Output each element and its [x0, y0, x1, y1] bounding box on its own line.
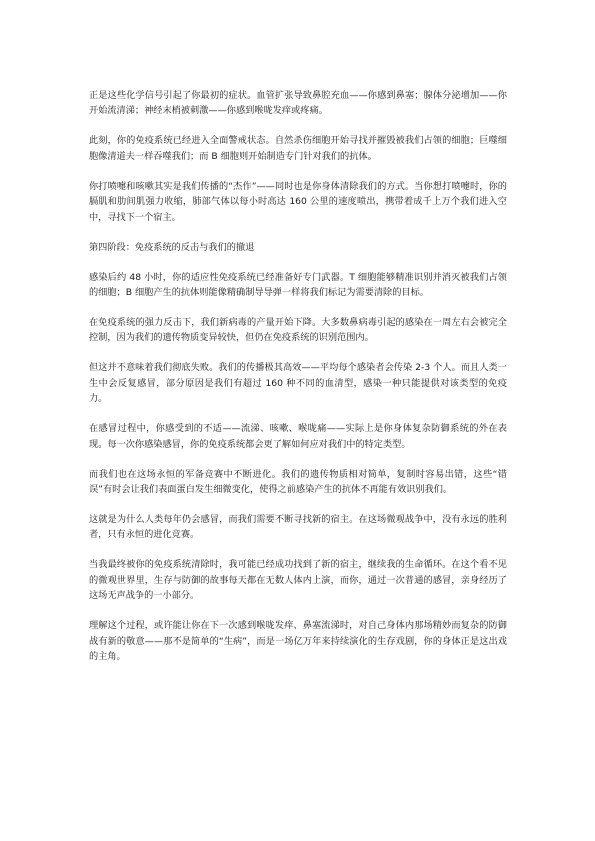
paragraph: 理解这个过程，或许能让你在下一次感到喉咙发痒、鼻塞流涕时，对自己身体内那场精妙而复杂的防御战有新的敬意——那不是简单的“生病”，而是一场亿万年来持续演化的生存戏剧，你的身体正是这出戏的主角。	[89, 620, 507, 663]
paragraph: 这就是为什么人类每年仍会感冒，而我们需要不断寻找新的宿主。在这场微观战争中，没有永远的胜利者，只有永恒的进化竞赛。	[89, 514, 507, 541]
paragraph: 而我们也在这场永恒的军备竞赛中不断进化。我们的遗传物质相对简单，复制时容易出错，这些“错误”有时会让我们表面蛋白发生细微变化，使得之前感染产生的抗体不再能有效识别我们。	[89, 468, 507, 496]
paragraph: 你打喷嚏和咳嗽其实是我们传播的“杰作”——同时也是你身体清除我们的方式。当你想打喷嚏时，你的膈肌和肋间肌强力收缩，肺部气体以每小时高达 160 公里的速度喷出，携带着成千上万个我们进入空中，寻找下一个宿主。	[89, 180, 507, 223]
document-body	[89, 88, 507, 679]
paragraph: 在免疫系统的强力反击下，我们新病毒的产量开始下降。大多数鼻病毒引起的感染在一周左右会被完全控制，因为我们的遗传物质变异较快，但仍在免疫系统的识别范围内。	[89, 317, 507, 344]
paragraph: 当我最终被你的免疫系统清除时，我可能已经成功找到了新的宿主，继续我的生命循环。在这个看不见的微观世界里，生存与防御的故事每天都在无数人体内上演，而你，通过一次普通的感冒，亲身经历了这场无声战争的一小部分。	[89, 559, 507, 602]
section-heading: 第四阶段：免疫系统的反击与我们的撤退	[89, 241, 255, 253]
paragraph: 但这并不意味着我们彻底失败。我们的传播极其高效——平均每个感染者会传染 2-3 个人。而且人类一生中会反复感冒，部分原因是我们有超过 160 种不同的血清型，感染一种只能提供对该类型的免疫力。	[89, 362, 507, 405]
paragraph: 在感冒过程中，你感受到的不适——流涕、咳嗽、喉咙痛——实际上是你身体复杂防御系统的外在表现。每一次你感染感冒，你的免疫系统都会更了解如何应对我们中的特定类型。	[89, 423, 507, 450]
paragraph: 此刻，你的免疫系统已经进入全面警戒状态。自然杀伤细胞开始寻找并摧毁被我们占领的细胞；巨噬细胞像清道夫一样吞噬我们；而 B 细胞则开始制造专门针对我们的抗体。	[89, 135, 507, 162]
paragraph: 正是这些化学信号引起了你最初的症状。血管扩张导致鼻腔充血——你感到鼻塞；腺体分泌增加——你开始流清涕；神经末梢被刺激——你感到喉咙发痒或疼痛。	[89, 90, 507, 117]
paragraph: 感染后约 48 小时，你的适应性免疫系统已经准备好专门武器。T 细胞能够精准识别并消灭被我们占领的细胞；B 细胞产生的抗体则能像精确制导导弹一样将我们标记为需要清除的目标。	[89, 271, 507, 299]
